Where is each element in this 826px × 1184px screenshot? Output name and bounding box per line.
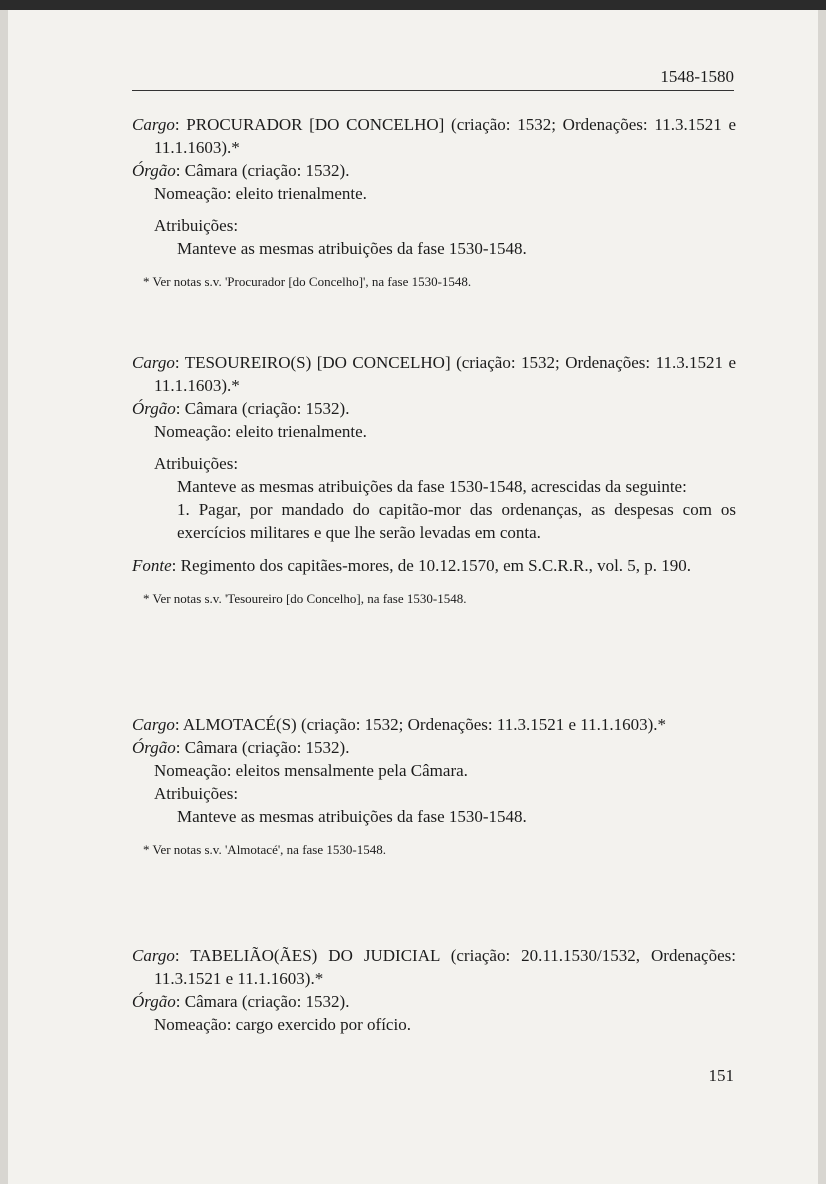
cargo-text: : TABELIÃO(ÃES) DO JUDICIAL (criação: 20.11.1530/1532, Ordenações: 11.3.1521 e 11.1.1603).* [154,946,736,988]
orgao-label: Órgão [132,399,176,418]
orgao-label: Órgão [132,992,176,1011]
running-head: 1548-1580 [660,67,734,86]
entry-tesoureiro [132,351,736,607]
atribuicoes-heading: Atribuições: [154,216,239,235]
nomeacao-label: Nomeação [154,422,227,441]
cargo-label: Cargo [132,115,175,134]
atribuicoes-text: Manteve as mesmas atribuições da fase 1530-1548. [177,239,527,258]
orgao-text: : Câmara (criação: 1532). [175,161,350,180]
cargo-line [132,113,736,159]
header-rule [132,90,734,91]
orgao-text: : Câmara (criação: 1532). [175,399,350,418]
cargo-line [132,351,736,397]
fonte-text: : Regimento dos capitães-mores, de 10.12.1570, em S.C.R.R., vol. 5, p. 190. [171,556,692,575]
footnote: * Ver notas s.v. 'Tesoureiro [do Concelho], na fase 1530-1548. [143,591,467,606]
atribuicoes-text: Manteve as mesmas atribuições da fase 1530-1548. [177,807,527,826]
orgao-line [132,397,736,420]
cargo-text: : TESOUREIRO(S) [DO CONCELHO] (criação: 1532; Ordenações: 11.3.1521 e 11.1.1603).* [154,353,736,395]
fonte-label: Fonte [132,556,172,575]
entry-procurador [132,113,736,290]
cargo-label: Cargo [132,353,175,372]
orgao-line [132,159,736,182]
nomeacao-line [132,1013,736,1036]
orgao-text: : Câmara (criação: 1532). [175,738,350,757]
page-number: 151 [708,1066,734,1085]
footnote: * Ver notas s.v. 'Procurador [do Concelho]', na fase 1530-1548. [143,274,472,289]
book-page [8,10,818,1184]
atribuicoes-item: 1. Pagar, por mandado do capitão-mor das ordenanças, as despesas com os exercícios militares e que lhe serão levadas em conta. [177,500,736,542]
orgao-text: : Câmara (criação: 1532). [175,992,350,1011]
nomeacao-label: Nomeação [154,761,227,780]
nomeacao-text: : eleitos mensalmente pela Câmara. [226,761,468,780]
nomeacao-label: Nomeação [154,1015,227,1034]
atribuicoes-heading: Atribuições: [154,454,239,473]
cargo-line [132,713,736,736]
nomeacao-line [132,759,736,782]
footnote: * Ver notas s.v. 'Almotacé', na fase 1530-1548. [143,842,386,857]
atribuicoes-heading: Atribuições: [154,784,239,803]
nomeacao-line [132,420,736,443]
cargo-text: : ALMOTACÉ(S) (criação: 1532; Ordenações: 11.3.1521 e 11.1.1603).* [174,715,667,734]
cargo-label: Cargo [132,946,175,965]
orgao-label: Órgão [132,161,176,180]
orgao-label: Órgão [132,738,176,757]
orgao-line [132,736,736,759]
nomeacao-label: Nomeação [154,184,227,203]
cargo-line [132,944,736,990]
nomeacao-line [132,182,736,205]
nomeacao-text: : eleito trienalmente. [226,422,367,441]
nomeacao-text: : cargo exercido por ofício. [226,1015,411,1034]
cargo-label: Cargo [132,715,175,734]
fonte-line [132,554,736,577]
cargo-text: : PROCURADOR [DO CONCELHO] (criação: 1532; Ordenações: 11.3.1521 e 11.1.1603).* [154,115,736,157]
nomeacao-text: : eleito trienalmente. [226,184,367,203]
entry-almotace [132,713,736,858]
atribuicoes-text: Manteve as mesmas atribuições da fase 1530-1548, acrescidas da seguinte: [177,477,687,496]
orgao-line [132,990,736,1013]
entry-tabeliao [132,944,736,1036]
scan-top-border [0,0,826,10]
